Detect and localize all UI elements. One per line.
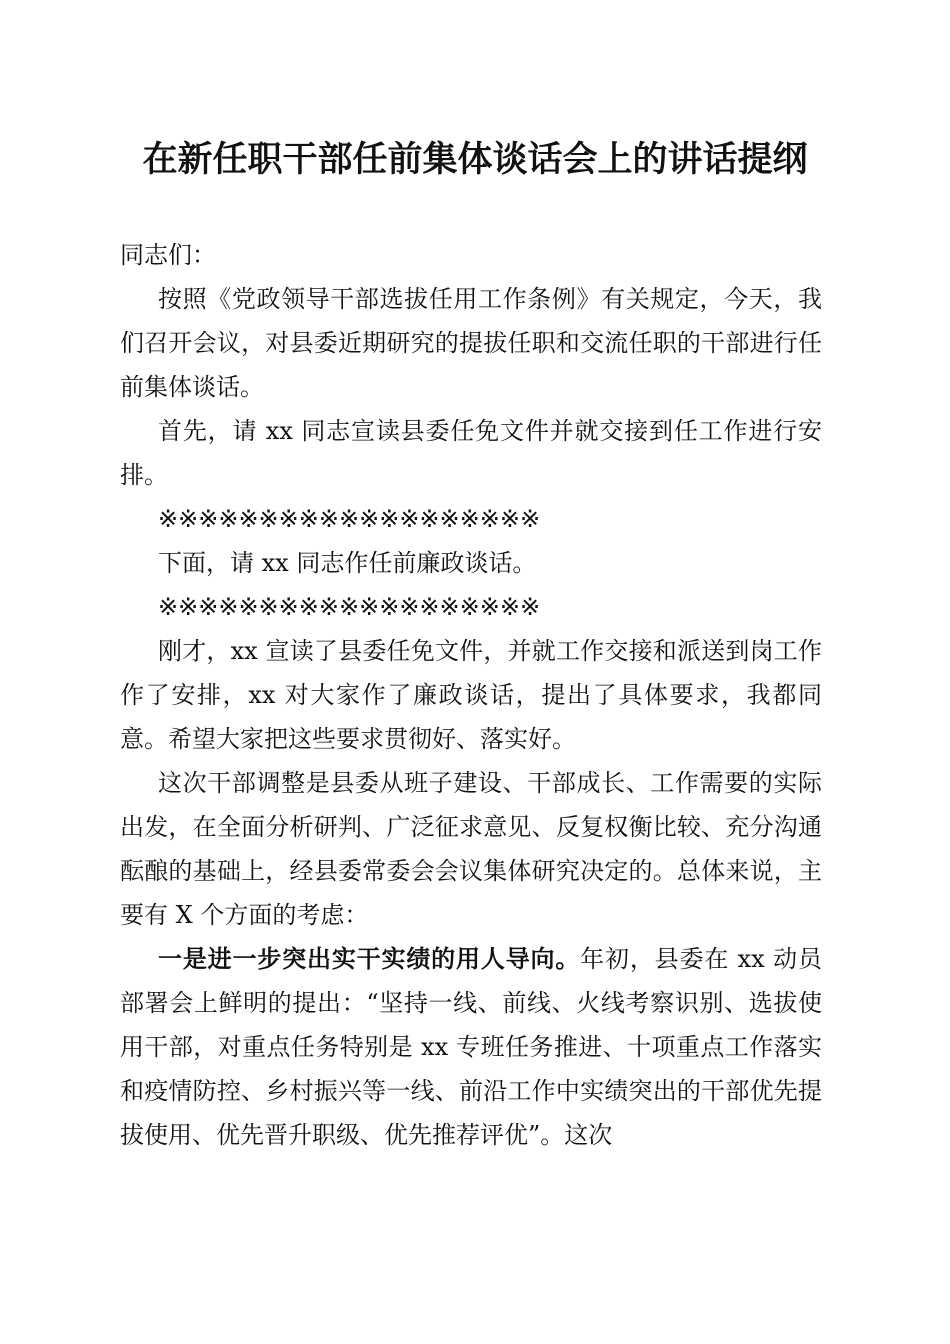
point-one-text: 年初，县委在 xx 动员部署会上鲜明的提出：“坚持一线、前线、火线考察识别、选拔使用干部，对重点任务特别是 xx 专班任务推进、十项重点工作落实和疫情防控、乡村振兴等一线、前沿工作中实绩突出的干部优先提拔使用、优先晋升职级、优先推荐评优”。这次	[120, 945, 823, 1149]
paragraph-next-step: 下面，请 xx 同志作任前廉政谈话。	[158, 549, 537, 577]
document-body	[120, 233, 822, 1157]
paragraph-intro: 按照《党政领导干部选拔任用工作条例》有关规定，今天，我们召开会议，对县委近期研究的提拔任职和交流任职的干部进行任前集体谈话。	[120, 285, 822, 401]
paragraph-summary: 刚才，xx 宣读了县委任免文件，并就工作交接和派送到岗工作作了安排，xx 对大家作了廉政谈话，提出了具体要求，我都同意。希望大家把这些要求贯彻好、落实好。	[120, 637, 822, 753]
separator-stars-1: ※※※※※※※※※※※※※※※※※※※	[158, 505, 541, 533]
paragraph-considerations: 这次干部调整是县委从班子建设、干部成长、工作需要的实际出发，在全面分析研判、广泛征求意见、反复权衡比较、充分沟通酝酿的基础上，经县委常委会会议集体研究决定的。总体来说，主要有 X 个方面的考虑：	[120, 769, 822, 929]
salutation: 同志们：	[120, 241, 216, 269]
paragraph-first-step: 首先，请 xx 同志宣读县委任免文件并就交接到任工作进行安排。	[120, 417, 822, 489]
separator-stars-2: ※※※※※※※※※※※※※※※※※※※	[158, 593, 541, 621]
point-one-lead: 一是进一步突出实干实绩的用人导向。	[158, 944, 581, 973]
paragraph-point-one	[120, 937, 822, 1157]
document-title: 在新任职干部任前集体谈话会上的讲话提纲	[142, 139, 808, 180]
